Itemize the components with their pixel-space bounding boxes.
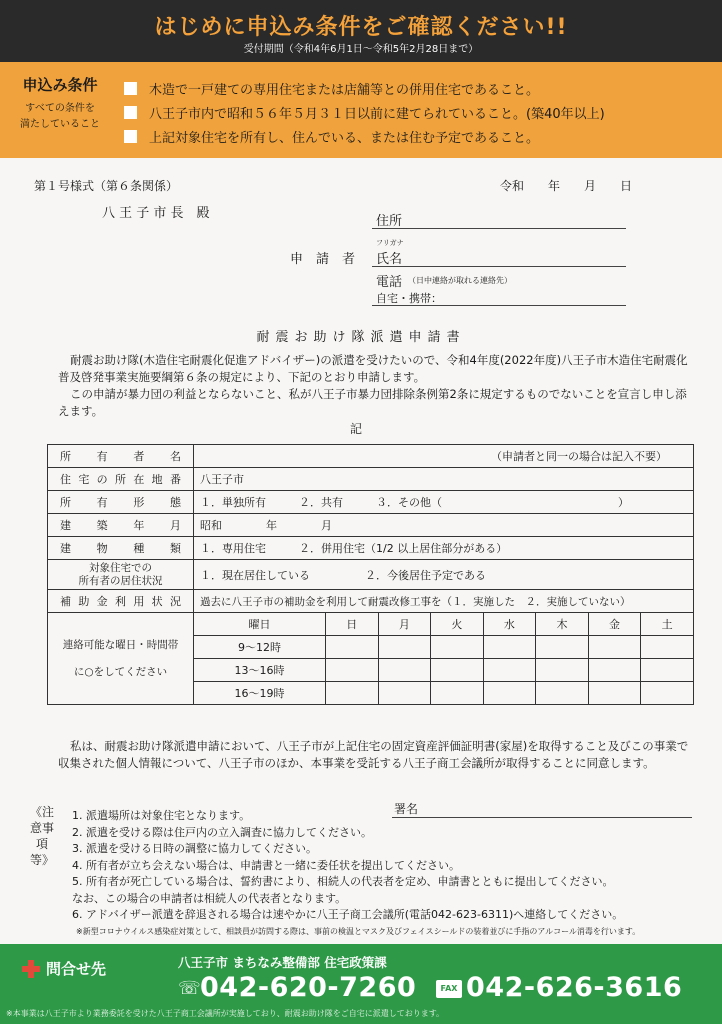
conditions-subtext (0, 101, 120, 133)
notes-heading: 《注意事項等》 (30, 805, 55, 867)
note-item: 5. 所有者が死亡している場合は、誓約書により、相続人の代表者を定め、申請書とともに提出してください。 (72, 875, 614, 888)
consent-paragraph: 私は、耐震お助け隊派遣申請において、八王子市が上記住宅の固定資産評価証明書(家屋)を取得すること及びこの事業で収集された個人情報について、八王子市のほか、本事業を受託する八王子商工会議所が取得することに同意します。 (58, 739, 689, 770)
applicant-label: 申 請 者 (290, 252, 356, 267)
table-row (48, 537, 694, 560)
time-slot-cell[interactable] (483, 636, 536, 659)
form-number: 第１号様式（第６条関係） (34, 179, 179, 193)
residence-label (48, 560, 194, 590)
day-fri-header: 金 (588, 613, 641, 636)
owner-label: 所 有 者 名 (48, 445, 194, 468)
building-type-cell[interactable]: １．専用住宅 ２．併用住宅（1/2 以上居住部分がある） (194, 537, 694, 560)
note-item: 3. 派遣を受ける日時の調整に協力してください。 (72, 842, 317, 855)
table-row (48, 613, 694, 636)
signature-label: 署名 (394, 802, 419, 816)
application-table (47, 444, 694, 705)
condition-item (124, 124, 720, 148)
owner-cell[interactable] (194, 445, 694, 468)
time-slot-cell[interactable] (536, 659, 589, 682)
time-slot-cell[interactable] (641, 636, 694, 659)
intro-paragraph: 耐震お助け隊(木造住宅耐震化促進アドバイザー)の派遣を受けたいので、令和4年度(2022年度)八王子市木造住宅耐震化普及啓発事業実施要綱第６条の規定により、下記のとおり申請します。 (58, 353, 688, 384)
checkbox-square-icon (124, 106, 137, 119)
condition-text: 八王子市内で昭和５６年５月３１日以前に建てられていること。(築40年以上) (149, 106, 605, 122)
header-banner (0, 0, 722, 62)
residence-label-line-2: 所有者の居住状況 (78, 574, 163, 587)
conditions-heading: 申込み条件 (22, 76, 98, 94)
name-line[interactable] (372, 266, 626, 267)
time-slot-label: 13～16時 (194, 659, 326, 682)
phone-number[interactable]: 042-620-7260 (200, 972, 417, 1003)
condition-item (124, 100, 720, 124)
phone-type: 自宅・携帯： (376, 292, 442, 305)
day-wed-header: 水 (483, 613, 536, 636)
contact-time-label (48, 613, 194, 705)
time-slot-cell[interactable] (326, 659, 379, 682)
conditions-sub-line-2: 満たしていること (20, 119, 100, 130)
footer-note: ※本事業は八王子市より業務委託を受けた八王子商工会議所が実施しており、耐震お助け隊をご自宅に派遣しております。 (6, 1009, 445, 1018)
declaration-paragraph: この申請が暴力団の利益とならないこと、私が八王子市暴力団排除条例第2条に規定するものでないことを宣言し申し添えます。 (58, 387, 687, 418)
conditions-list (124, 76, 720, 148)
note-item: なお、この場合の申請者は相続人の代表者となります。 (72, 891, 347, 905)
phone-icon: ☏ (178, 978, 201, 999)
time-slot-cell[interactable] (536, 636, 589, 659)
subsidy-label: 補助金利用状況 (48, 590, 194, 613)
location-cell[interactable]: 八王子市 (194, 468, 694, 491)
note-item: 2. 派遣を受ける際は住戸内の立入調査に協力してください。 (72, 825, 372, 839)
phone-note: （日中連絡が取れる連絡先） (408, 276, 512, 285)
time-slot-cell[interactable] (588, 682, 641, 705)
furigana-label: フリガナ (376, 239, 404, 247)
department-name: 八王子市 まちなみ整備部 住宅政策課 (178, 955, 387, 970)
time-slot-cell[interactable] (326, 636, 379, 659)
conditions-panel (0, 62, 722, 158)
table-row (48, 590, 694, 613)
name-label: 氏名 (376, 252, 403, 267)
table-row (48, 491, 694, 514)
condition-text: 木造で一戸建ての専用住宅または店舗等との併用住宅であること。 (149, 82, 540, 98)
time-slot-cell[interactable] (431, 682, 484, 705)
note-item: 4. 所有者が立ち会えない場合は、申請書と一緒に委任状を提出してください。 (72, 858, 460, 872)
time-slot-cell[interactable] (588, 659, 641, 682)
covid-notice: ※新型コロナウイルス感染症対策として、相談員が訪問する際は、事前の検温とマスク及びフェイスシールドの装着並びに手指のアルコール消毒を行います。 (76, 927, 641, 936)
time-slot-label: 16～19時 (194, 682, 326, 705)
time-slot-label: 9～12時 (194, 636, 326, 659)
phone-label: 電話 (376, 275, 403, 290)
checkbox-square-icon (124, 130, 137, 143)
time-slot-cell[interactable] (483, 659, 536, 682)
phone-line[interactable] (372, 305, 626, 306)
table-row (48, 560, 694, 590)
time-slot-cell[interactable] (378, 682, 431, 705)
plus-icon (22, 960, 40, 978)
day-mon-header: 月 (378, 613, 431, 636)
time-slot-cell[interactable] (326, 682, 379, 705)
header-title: はじめに申込み条件をご確認ください!! (154, 15, 568, 40)
ownership-cell[interactable]: １．単独所有 ２．共有 ３．その他（ ） (194, 491, 694, 514)
subsidy-cell[interactable]: 過去に八王子市の補助金を利用して耐震改修工事を（１．実施した ２．実施していない） (194, 590, 694, 613)
form-date: 令和 年 月 日 (500, 179, 633, 193)
location-label: 住宅の所在地番 (48, 468, 194, 491)
address-line[interactable] (372, 228, 626, 229)
time-slot-cell[interactable] (431, 659, 484, 682)
contact-time-label-line-2: に○をしてください (73, 665, 168, 678)
building-type-label: 建 物 種 類 (48, 537, 194, 560)
residence-cell[interactable]: １．現在居住している ２．今後居住予定である (194, 560, 694, 590)
notes-list (72, 808, 702, 924)
time-slot-cell[interactable] (378, 636, 431, 659)
document-title: 耐震お助け隊派遣申請書 (256, 330, 466, 345)
weekday-header: 曜日 (194, 613, 326, 636)
time-slot-cell[interactable] (378, 659, 431, 682)
day-sun-header: 日 (326, 613, 379, 636)
addressee: 八 王 子 市 長 殿 (102, 206, 210, 221)
ki-marker: 記 (350, 422, 363, 436)
contact-label: 問合せ先 (46, 960, 107, 978)
time-slot-cell[interactable] (483, 682, 536, 705)
day-tue-header: 火 (431, 613, 484, 636)
table-row (48, 445, 694, 468)
residence-label-line-1: 対象住宅での (89, 561, 152, 574)
time-slot-cell[interactable] (641, 682, 694, 705)
condition-text: 上記対象住宅を所有し、住んでいる、または住む予定であること。 (149, 130, 540, 146)
note-item: 6. アドバイザー派遣を辞退される場合は速やかに八王子商工会議所(電話042-623-6311)へ連絡してください。 (72, 908, 624, 921)
conditions-sub-line-1: すべての条件を (25, 103, 95, 114)
application-period: 受付期間（令和4年6月1日～令和5年2月28日まで） (243, 44, 479, 55)
table-row (48, 468, 694, 491)
checkbox-square-icon (124, 82, 137, 95)
day-sat-header: 土 (641, 613, 694, 636)
day-thu-header: 木 (536, 613, 589, 636)
built-cell[interactable]: 昭和 年 月 (194, 514, 694, 537)
ownership-label: 所 有 形 態 (48, 491, 194, 514)
address-label: 住所 (376, 214, 403, 229)
condition-item (124, 76, 720, 100)
fax-number: 042-626-3616 (466, 972, 683, 1003)
built-label: 建 築 年 月 (48, 514, 194, 537)
note-item: 1. 派遣場所は対象住宅となります。 (72, 809, 251, 822)
owner-note: （申請者と同一の場合は記入不要） (491, 450, 667, 463)
conditions-heading-block (0, 74, 120, 133)
time-slot-cell[interactable] (431, 636, 484, 659)
time-slot-cell[interactable] (588, 636, 641, 659)
fax-icon: FAX (436, 980, 462, 998)
time-slot-cell[interactable] (536, 682, 589, 705)
time-slot-cell[interactable] (641, 659, 694, 682)
table-row (48, 514, 694, 537)
contact-time-label-line-1: 連絡可能な曜日・時間帯 (62, 638, 179, 651)
